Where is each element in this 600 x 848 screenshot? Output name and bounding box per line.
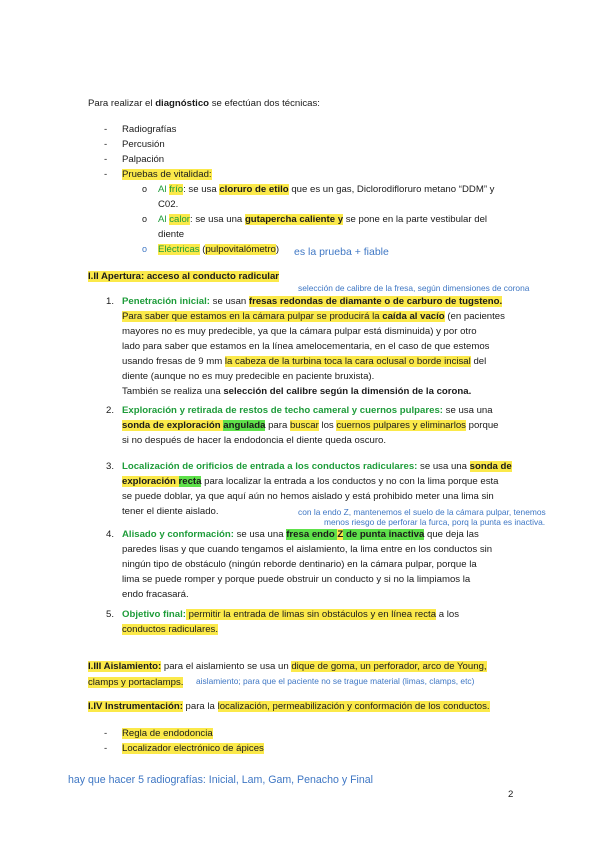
dash-bullet: - [104,139,108,150]
item1-line2: Para saber que estamos en la cámara pulpar se producirá la caída al vacío (en pacientes [122,311,505,322]
item1-line6: diente (aunque no es muy predecible en paciente bruxista). [122,371,375,382]
item4-line4: lima se puede romper y porque puede obstruir un conducto y si no la limpiamos la [122,574,471,585]
technique-palpacion: Palpación [122,154,165,165]
heading-apertura: I.II Apertura: acceso al conducto radicular [88,271,280,282]
circle-bullet-icon: o [142,244,148,254]
item-number: 5. [106,609,115,620]
note-endo-z-1: con la endo Z, mantenemos el suelo de la cámara pulpar, tenemos [298,507,546,517]
technique-radiografias: Radiografías [122,124,177,135]
note-fiable: es la prueba + fiable [294,246,389,258]
vitality-calor: Al calor: se usa una gutapercha caliente y se pone en la parte vestibular del [158,214,488,225]
vitality-frio: Al frío: se usa cloruro de etilo que es un gas, Diclorodifloruro metano “DDM” y [158,184,495,195]
item2-line3: si no después de hacer la endodoncia el diente queda oscuro. [122,435,387,446]
aislamiento-line1: I.III Aislamiento: para el aislamiento se usa un dique de goma, un perforador, arco de Young, [88,661,487,672]
item4-line2: paredes lisas y que cuando tengamos el aislamiento, la lima entre en los conductos sin [122,544,493,555]
diagnostico-term: diagnóstico [155,98,210,109]
item3-line3: se puede doblar, ya que aquí aún no hemos aislado y está prohibido meter una lima sin [122,491,494,502]
instrument-item: Regla de endodoncia [122,728,213,739]
item4-line5: endo fracasará. [122,589,189,600]
dash-bullet: - [104,169,108,180]
dash-bullet: - [104,743,108,754]
item1-line1: Penetración inicial: se usan fresas redondas de diamante o de carburo de tugsteno. [122,296,503,307]
item-number: 4. [106,529,115,540]
item2-line2: sonda de exploración angulada para buscar los cuernos pulpares y eliminarlos porque [122,420,499,431]
instrumentacion-line: I.IV Instrumentación: para la localización, permeabilización y conformación de los conductos. [88,701,490,712]
technique-percusion: Percusión [122,139,165,150]
intro-line: Para realizar el diagnóstico se efectúan dos técnicas: [88,98,320,109]
item4-line1: Alisado y conformación: se usa una fresa endo Z de punta inactiva que deja las [122,529,479,540]
note-endo-z-2: menos riesgo de perforar la furca, porq la punta es inactiva. [324,517,546,527]
vitality-electricas: Eléctricas (pulpovitalómetro) [158,244,280,255]
item1-line3: mayores no es muy predecible, ya que la cámara pulpar está disminuida) y por otro [122,326,477,337]
item5-line2: conductos radiculares. [122,624,218,635]
circle-bullet-icon: o [142,184,148,194]
footer-note: hay que hacer 5 radiografías: Inicial, Lam, Gam, Penacho y Final [68,774,374,786]
item4-line3: ningún tipo de obstáculo (ningún reborde dentinario) en la cámara pulpar, porque la [122,559,477,570]
item-number: 1. [106,296,115,307]
instrument-item: Localizador electrónico de ápices [122,743,264,754]
item2-line1: Exploración y retirada de restos de techo cameral y cuernos pulpares: se usa una [122,405,493,416]
aislamiento-line2: clamps y portaclamps. [88,677,184,688]
vitality-calor-cont: diente [158,229,185,240]
note-calibre: selección de calibre de la fresa, según dimensiones de corona [298,283,530,293]
item1-line5: usando fresas de 9 mm la cabeza de la turbina toca la cara oclusal o borde incisal del [122,356,487,367]
item5-line1: Objetivo final: permitir la entrada de limas sin obstáculos y en línea recta a los [122,609,459,620]
dash-bullet: - [104,154,108,165]
item-number: 3. [106,461,115,472]
circle-bullet-icon: o [142,214,148,224]
item3-line4: tener el diente aislado. [122,506,219,517]
item1-line7: También se realiza una selección del calibre según la dimensión de la corona. [122,386,472,397]
item-number: 2. [106,405,115,416]
page-number: 2 [508,789,514,800]
dash-bullet: - [104,124,108,135]
technique-vitalidad: Pruebas de vitalidad: [122,169,212,180]
dash-bullet: - [104,728,108,739]
vitality-frio-cont: C02. [158,199,179,210]
note-aislamiento: aislamiento; para que el paciente no se trague material (limas, clamps, etc) [196,676,475,686]
item3-line2: exploración recta para localizar la entrada a los conductos y no con la lima porque esta [122,476,499,487]
item3-line1: Localización de orificios de entrada a los conductos radiculares: se usa una sonda de [122,461,512,472]
item1-line4: lado para saber que estamos en la línea amelocementaria, en el caso de que estemos [122,341,490,352]
